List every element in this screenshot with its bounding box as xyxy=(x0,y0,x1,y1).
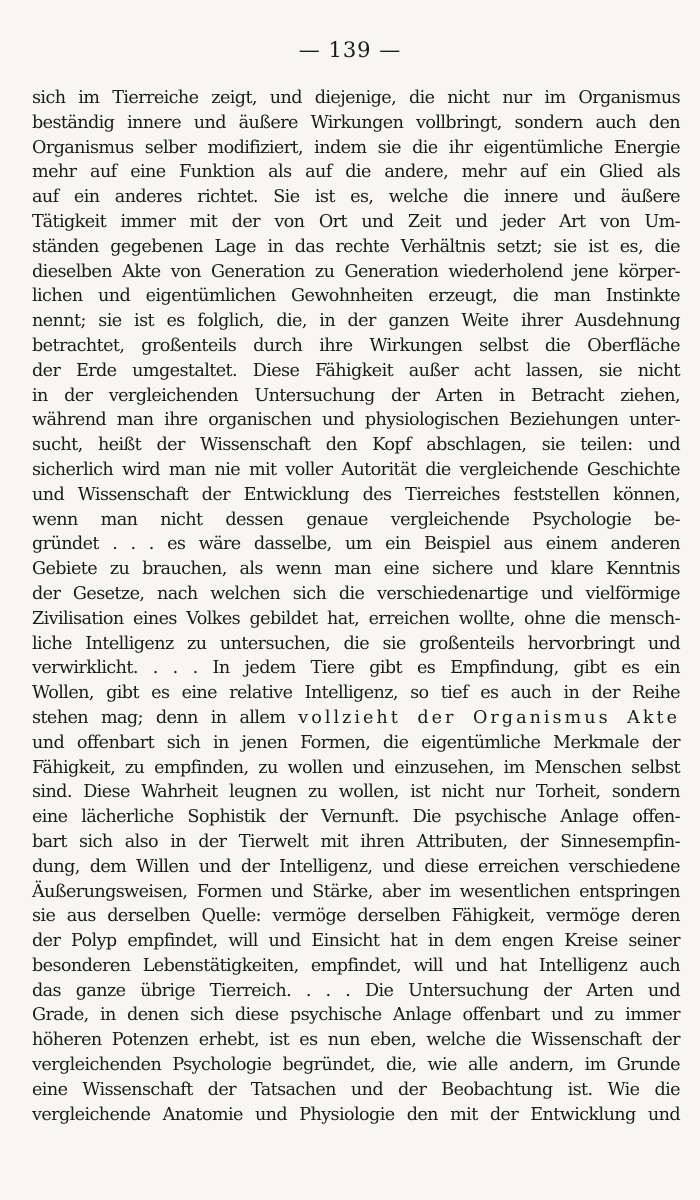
text-line-segment: stehen mag; denn in allem xyxy=(32,707,299,728)
body-text xyxy=(32,86,680,1127)
text-line: besonderen Lebenstätigkeiten, empfindet, will und hat Intelligenz auch xyxy=(32,955,680,976)
text-line: dieselben Akte von Generation zu Generation wiederholend jene körper- xyxy=(32,261,680,282)
text-line: nennt; sie ist es folglich, die, in der ganzen Weite ihrer Ausdehnung xyxy=(32,311,680,332)
text-line: und Wissenschaft der Entwicklung des Tierreiches feststellen können, xyxy=(32,484,680,505)
text-line: sie aus derselben Quelle: vermöge derselben Fähigkeit, vermöge deren xyxy=(32,906,680,927)
text-line: Grade, in denen sich diese psychische Anlage offenbart und zu immer xyxy=(32,1005,680,1026)
text-line: betrachtet, großenteils durch ihre Wirkungen selbst die Oberfläche xyxy=(32,335,680,356)
text-line: Organismus selber modifiziert, indem sie die ihr eigentümliche Energie xyxy=(32,137,680,158)
text-line: der Erde umgestaltet. Diese Fähigkeit außer acht lassen, sie nicht xyxy=(32,360,680,381)
text-line: in der vergleichenden Untersuchung der Arten in Betracht ziehen, xyxy=(32,385,680,406)
page-number: — 139 — xyxy=(298,38,402,62)
text-line: Zivilisation eines Volkes gebildet hat, erreichen wollte, ohne die mensch- xyxy=(32,608,680,629)
text-line: vergleichenden Psychologie begründet, die, wie alle andern, im Grunde xyxy=(32,1055,680,1076)
text-line: Tätigkeit immer mit der von Ort und Zeit und jeder Art von Um- xyxy=(32,211,680,232)
text-line: während man ihre organischen und physiologischen Beziehungen unter- xyxy=(32,410,680,431)
text-line: das ganze übrige Tierreich. . . . Die Untersuchung der Arten und xyxy=(32,980,680,1001)
text-line: Gebiete zu brauchen, als wenn man eine sichere und klare Kenntnis xyxy=(32,559,680,580)
text-line: eine lächerliche Sophistik der Vernunft. Die psychische Anlage offen- xyxy=(32,807,680,828)
text-line: der Polyp empfindet, will und Einsicht hat in dem engen Kreise seiner xyxy=(32,931,680,952)
text-line: verwirklicht. . . . In jedem Tiere gibt es Empfindung, gibt es ein xyxy=(32,658,680,679)
text-line: dung, dem Willen und der Intelligenz, und diese erreichen verschiedene xyxy=(32,856,680,877)
text-line: sucht, heißt der Wissenschaft den Kopf abschlagen, sie teilen: und xyxy=(32,435,680,456)
text-line: der Gesetze, nach welchen sich die verschiedenartige und vielförmige xyxy=(32,583,680,604)
text-line: Fähigkeit, zu empfinden, zu wollen und einzusehen, im Menschen selbst xyxy=(32,757,680,778)
text-line: sich im Tierreiche zeigt, und diejenige, die nicht nur im Organismus xyxy=(32,88,680,108)
spaced-emphasis: vollzieht der Organismus Akte xyxy=(298,707,680,728)
text-line: liche Intelligenz zu untersuchen, die sie großenteils hervorbringt und xyxy=(32,633,680,654)
text-line: beständig innere und äußere Wirkungen vollbringt, sondern auch den xyxy=(32,112,680,133)
text-line: auf ein anderes richtet. Sie ist es, welche die innere und äußere xyxy=(32,187,680,208)
text-line: sicherlich wird man nie mit voller Autorität die vergleichende Geschichte xyxy=(32,459,680,480)
text-line: ständen gegebenen Lage in das rechte Verhältnis setzt; sie ist es, die xyxy=(32,236,680,257)
text-line: gründet . . . es wäre dasselbe, um ein Beispiel aus einem anderen xyxy=(32,534,680,555)
text-line: und offenbart sich in jenen Formen, die eigentümliche Merkmale der xyxy=(32,732,680,753)
text-line: sind. Diese Wahrheit leugnen zu wollen, ist nicht nur Torheit, sondern xyxy=(32,782,680,803)
text-line xyxy=(32,706,680,731)
text-line: eine Wissenschaft der Tatsachen und der Beobachtung ist. Wie die xyxy=(32,1079,680,1100)
text-line: wenn man nicht dessen genaue vergleichende Psychologie be- xyxy=(32,509,680,530)
text-line: höheren Potenzen erhebt, ist es nun eben, welche die Wissenschaft der xyxy=(32,1030,680,1051)
text-line: mehr auf eine Funktion als auf die andere, mehr auf ein Glied als xyxy=(32,162,680,183)
text-line: Äußerungsweisen, Formen und Stärke, aber im wesentlichen entspringen xyxy=(32,881,680,902)
text-line: vergleichende Anatomie und Physiologie den mit der Entwicklung und xyxy=(32,1104,680,1125)
text-line: Wollen, gibt es eine relative Intelligenz, so tief es auch in der Reihe xyxy=(32,683,680,704)
text-line: lichen und eigentümlichen Gewohnheiten erzeugt, die man Instinkte xyxy=(32,286,680,307)
text-line: bart sich also in der Tierwelt mit ihren Attributen, der Sinnesempfin- xyxy=(32,831,680,852)
